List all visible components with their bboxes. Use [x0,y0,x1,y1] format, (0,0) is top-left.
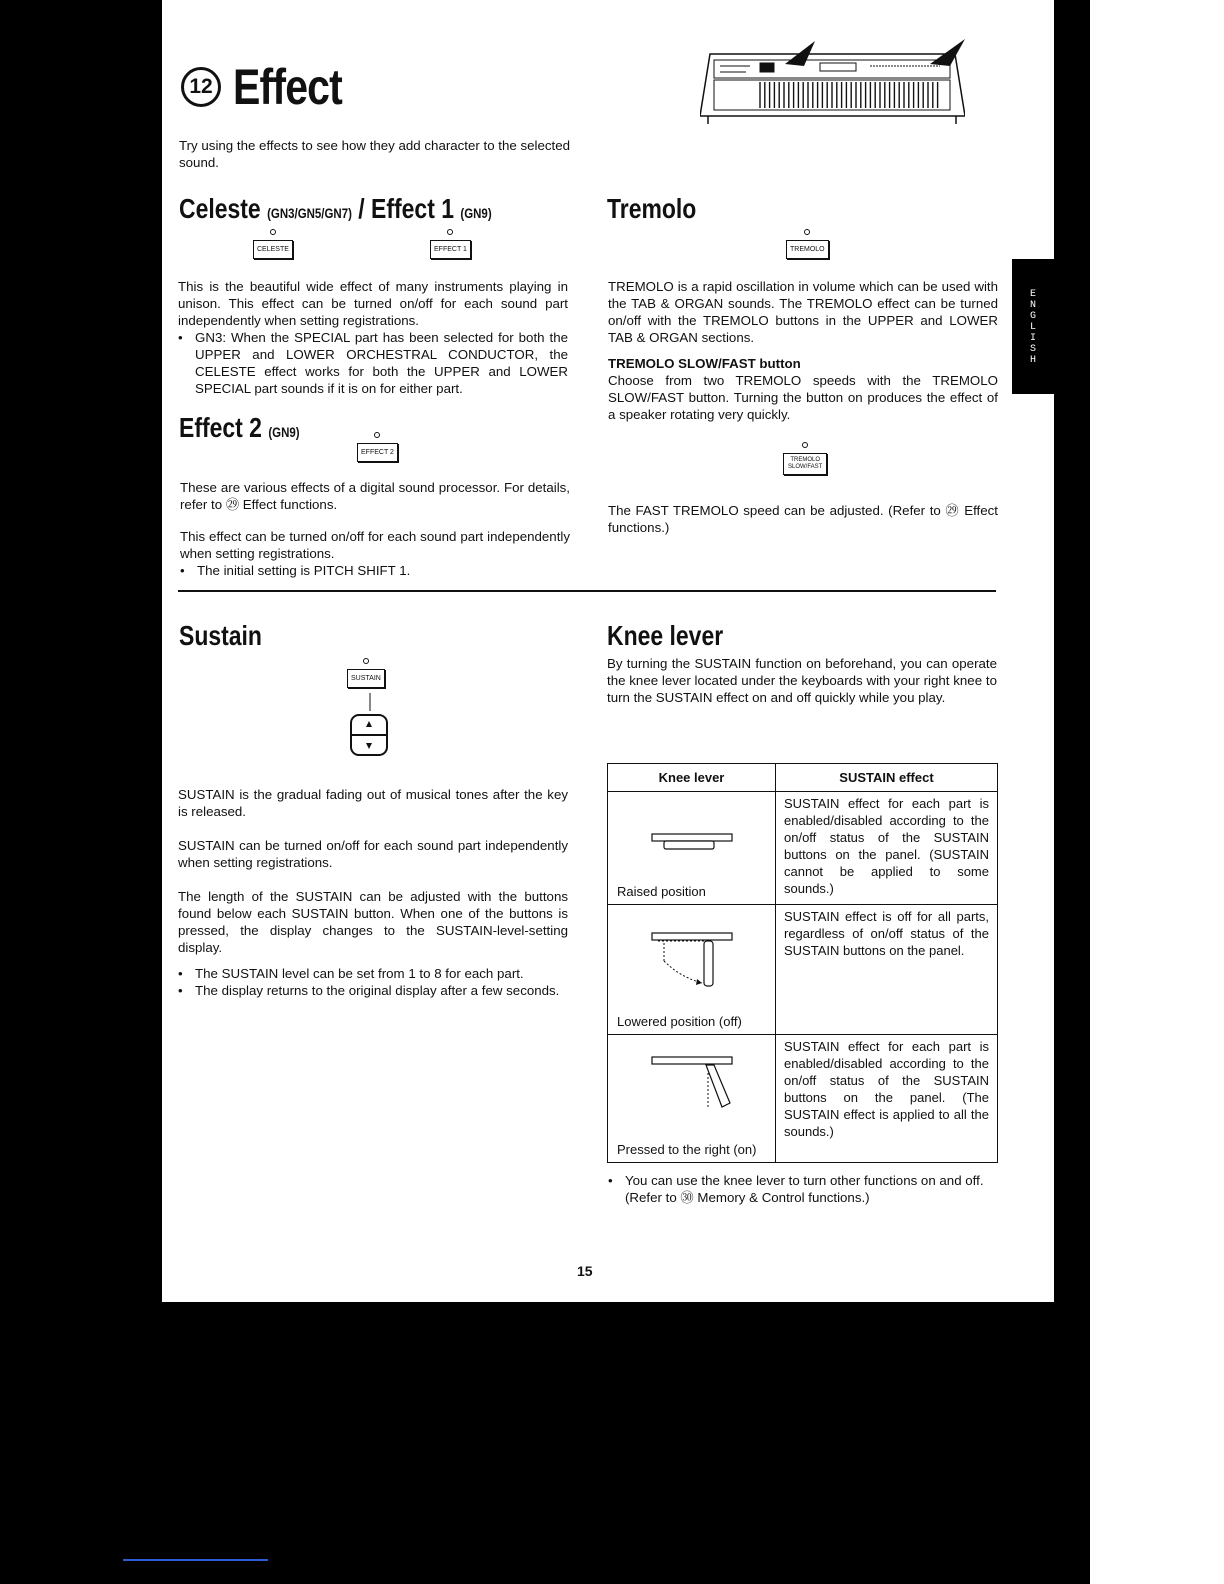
table-header-row [608,764,998,792]
table-row [608,1035,998,1163]
sustain-heading: Sustain [179,620,262,651]
section-divider [178,590,996,592]
celeste-button-icon: CELESTE [253,229,293,259]
tremolo-fast-note: The FAST TREMOLO speed can be adjusted. (Refer to ㉙ Effect functions.) [608,503,998,535]
page-title [181,58,366,116]
link-underline[interactable] [123,1559,268,1561]
side-tab-letter: E [1029,289,1036,300]
section-number: 12 [181,67,221,107]
knee-pressed-icon [650,1049,736,1117]
celeste-description: This is the beautiful wide effect of many instruments playing in unison. This effect can be turned on/off for each sound part independently when setting registrations. • GN3: When the SPECIAL part has been selected for both the UPPER and LOWER ORCHESTRAL CONDUCTOR, the CELESTE effect works for both the UPPER and LOWER SPECIAL part sounds if it is on for either part. [178,278,568,397]
sustain-description: SUSTAIN is the gradual fading out of musical tones after the key is released. SUSTAIN can be turned on/off for each sound part independently when setting registrations. The length of the SUSTAIN can be adjusted with the buttons found below each SUSTAIN button. When one of the buttons is pressed, the display changes to the SUSTAIN-level-setting display. • The SUSTAIN level can be set from 1 to 8 for each part. • The display returns to the original display after a few seconds. [178,786,568,999]
tremolo-button-icon: TREMOLO [786,229,829,259]
sustain-effect-cell: SUSTAIN effect for each part is enabled/disabled according to the on/off status of the SUSTAIN buttons on the panel. (The SUSTAIN effect is applied to all the sounds.) [776,1035,998,1163]
side-tab-letter: G [1029,311,1036,322]
sustain-effect-cell: SUSTAIN effect is off for all parts, regardless of on/off status of the SUSTAIN buttons on the panel. [776,905,998,1035]
column-header-knee-lever: Knee lever [608,764,776,792]
side-tab-letter: H [1029,355,1036,366]
section-title: Effect [233,59,342,115]
side-tab-letter: N [1029,300,1036,311]
sustain-button-icon: SUSTAIN [347,658,385,688]
tremolo-slow-fast-button-icon: TREMOLO SLOW/FAST [783,442,827,475]
side-tab-letter: I [1029,333,1036,344]
side-tab-letter: S [1029,344,1036,355]
sustain-level-buttons-icon [349,693,391,759]
organ-illustration [700,36,965,128]
side-tab-letter: L [1029,322,1036,333]
language-side-tab [1012,259,1054,394]
knee-lever-note: • You can use the knee lever to turn other functions on and off. (Refer to ㉚ Memory & Control functions.) [608,1172,998,1206]
intro-text: Try using the effects to see how they add character to the selected sound. [179,138,571,170]
table-row [608,905,998,1035]
tremolo-heading: Tremolo [607,193,697,224]
tremolo-description: TREMOLO is a rapid oscillation in volume which can be used with the TAB & ORGAN sounds. The TREMOLO effect can be turned on/off with the TREMOLO buttons in the UPPER and LOWER TAB & ORGAN sections. TREMOLO SLOW/FAST button Choose from two TREMOLO speeds with the TREMOLO SLOW/FAST button. Turning the button on produces the effect of a speaker rotating very quickly. [608,279,998,422]
sustain-effect-cell: SUSTAIN effect for each part is enabled/disabled according to the on/off status of the SUSTAIN buttons on the panel. (SUSTAIN cannot be applied to some sounds.) [776,792,998,905]
effect2-heading: Effect 2 (GN9) [179,412,300,443]
effect2-description: These are various effects of a digital sound processor. For details, refer to ㉙ Effect functions. This effect can be turned on/off for each sound part independently when setting registrations. • The initial setting is PITCH SHIFT 1. [180,479,570,579]
knee-lever-heading: Knee lever [607,620,724,651]
knee-lever-table [607,763,998,1163]
column-header-sustain-effect: SUSTAIN effect [776,764,998,792]
effect1-button-icon: EFFECT 1 [430,229,471,259]
knee-lowered-icon [650,925,736,995]
knee-raised-icon [650,830,736,860]
page-number: 15 [577,1263,593,1279]
knee-lever-description: By turning the SUSTAIN function on beforehand, you can operate the knee lever located under the keyboards with your right knee to turn the SUSTAIN effect on and off quickly while you play. [607,656,997,705]
knee-position-cell: Lowered position (off) [608,905,776,1035]
effect2-button-icon: EFFECT 2 [357,432,398,462]
table-row [608,792,998,905]
celeste-heading: Celeste (GN3/GN5/GN7) / Effect 1 (GN9) [179,193,492,224]
scan-border-bottom [123,1302,1090,1584]
knee-position-cell: Pressed to the right (on) [608,1035,776,1163]
right-margin [1090,0,1224,1584]
knee-position-cell: Raised position [608,792,776,905]
